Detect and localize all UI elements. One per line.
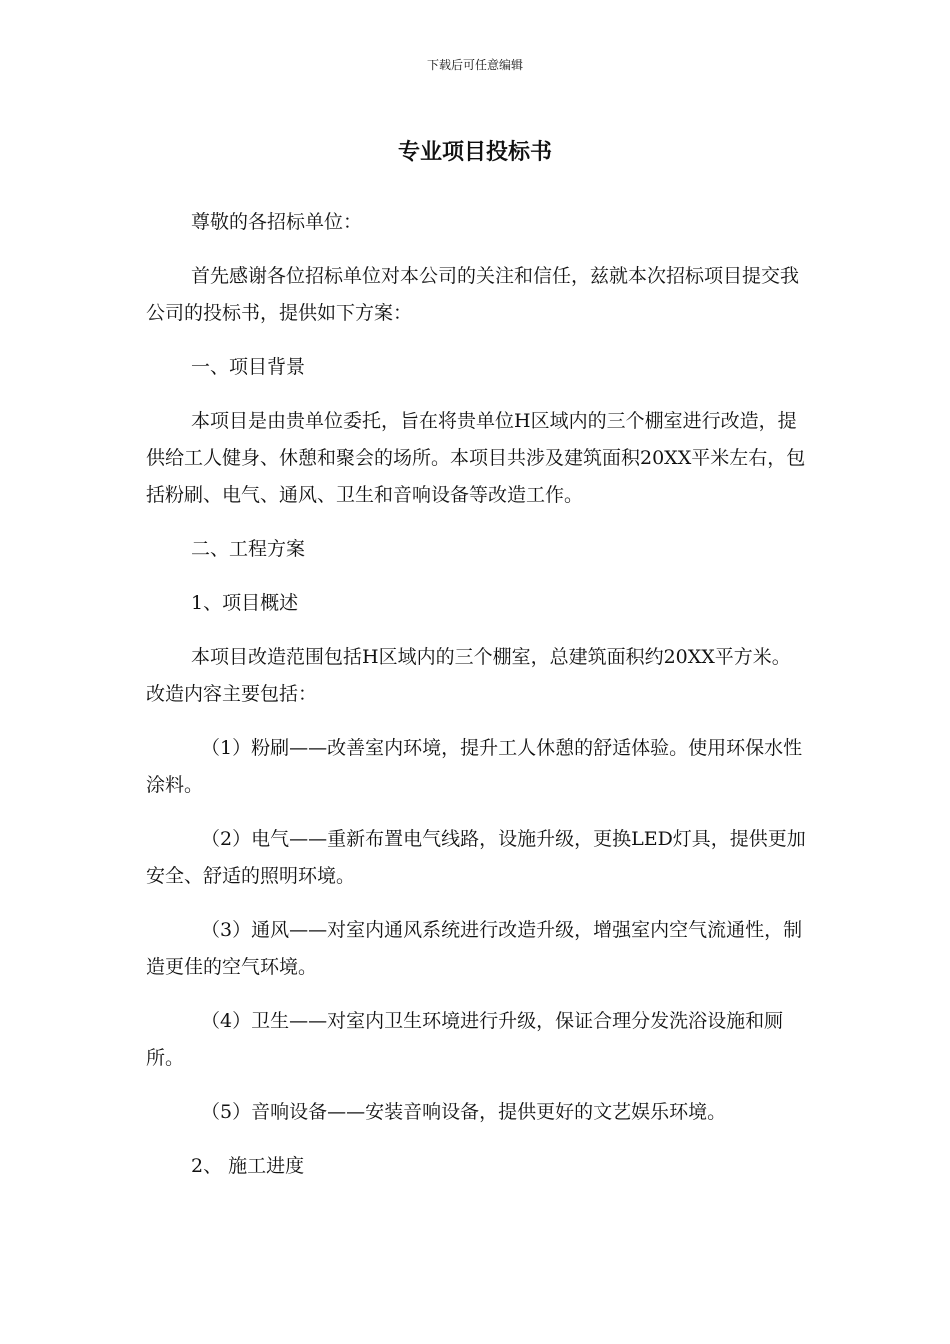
document-body [146,204,806,1202]
list-item-ventilation: （3）通风——对室内通风系统进行改造升级，增强室内空气流通性，制造更佳的空气环境。 [146,919,803,978]
list-item-painting: （1）粉刷——改善室内环境，提升工人休憩的舒适体验。使用环保水性涂料。 [146,737,803,796]
list-item-sanitation: （4）卫生——对室内卫生环境进行升级，保证合理分发洗浴设施和厕所。 [146,1010,784,1069]
overview-paragraph: 本项目改造范围包括H区域内的三个棚室，总建筑面积约20XX平方米。改造内容主要包括： [146,646,791,705]
list-item-audio: （5）音响设备——安装音响设备，提供更好的文艺娱乐环境。 [201,1101,727,1123]
intro-paragraph: 首先感谢各位招标单位对本公司的关注和信任，兹就本次招标项目提交我公司的投标书，提供如下方案： [146,265,800,324]
header-note: 下载后可任意编辑 [426,58,523,72]
section-heading-background: 一、项目背景 [191,356,306,378]
subsection-heading-schedule: 2、 施工进度 [191,1155,305,1177]
section-heading-plan: 二、工程方案 [191,538,306,560]
subsection-heading-overview: 1、项目概述 [191,592,299,614]
document-title: 专业项目投标书 [397,140,552,165]
salutation: 尊敬的各招标单位： [191,211,363,233]
list-item-electrical: （2）电气——重新布置电气线路，设施升级，更换LED灯具，提供更加安全、舒适的照明环境。 [146,828,806,887]
background-paragraph: 本项目是由贵单位委托，旨在将贵单位H区域内的三个棚室进行改造，提供给工人健身、休憩和聚会的场所。本项目共涉及建筑面积20XX平米左右，包括粉刷、电气、通风、卫生和音响设备等改造工作。 [146,410,806,506]
